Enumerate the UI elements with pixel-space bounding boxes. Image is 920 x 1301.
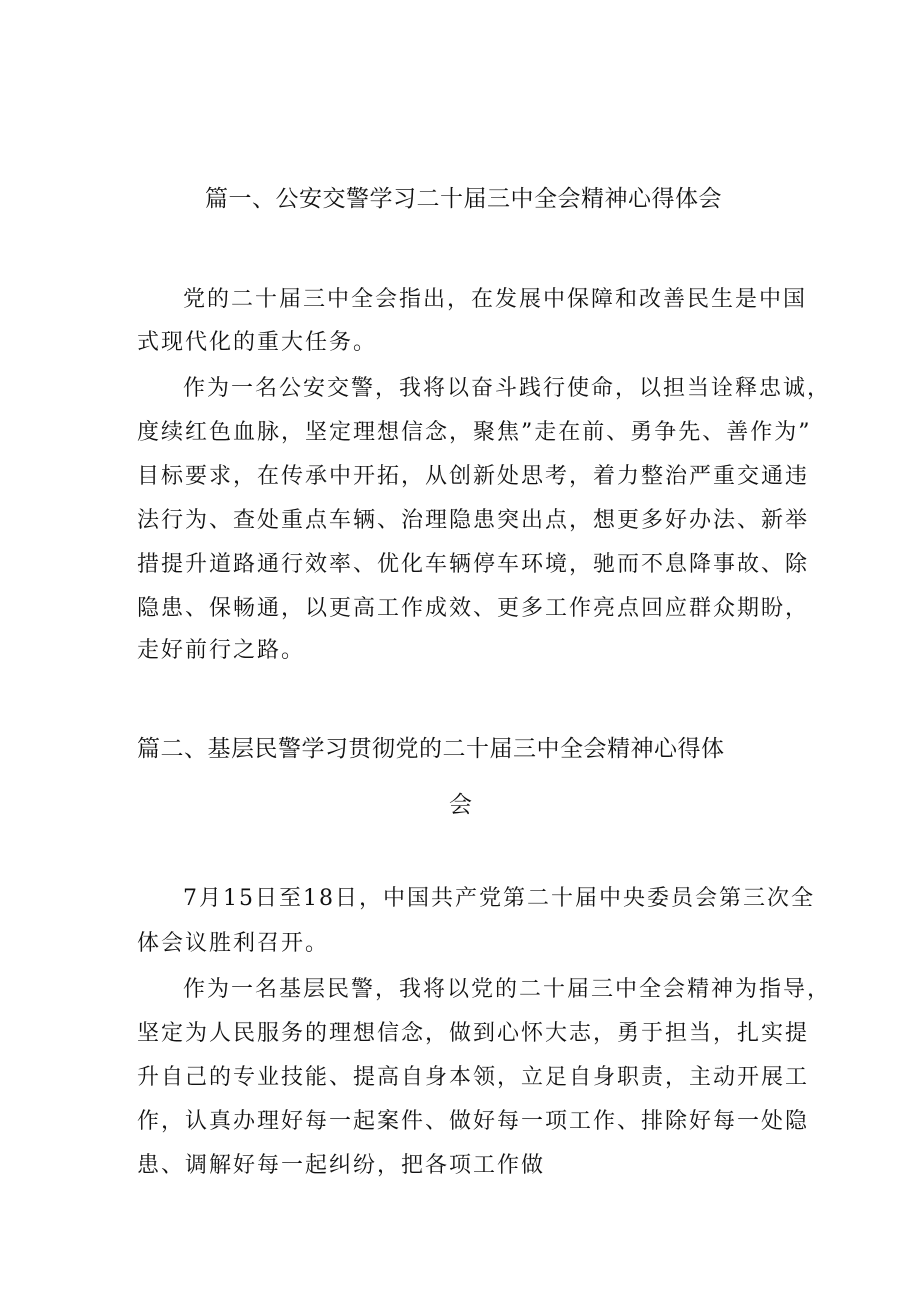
section-1-p1-line2: 式现代化的重大任务。 [137, 330, 378, 355]
section-1-p2-line4: 法行为、查处重点车辆、治理隐患突出点，想更多好办法、新举 [137, 508, 810, 533]
section-2-p2-line2: 坚定为人民服务的理想信念，做到心怀大志，勇于担当，扎实提 [137, 1021, 810, 1046]
section-1-p2-line7: 走好前行之路。 [137, 638, 306, 663]
section-2-title-line1: 篇二、基层民警学习贯彻党的二十届三中全会精神心得体 [137, 736, 725, 762]
section-1-p2-line6: 隐患、保畅通，以更高工作成效、更多工作亮点回应群众期盼， [137, 596, 810, 621]
section-2-p2-line1: 作为一名基层民警，我将以党的二十届三中全会精神为指导， [183, 977, 832, 1002]
section-2-p2-line5: 患、调解好每一起纠纷，把各项工作做 [137, 1153, 546, 1178]
section-2-p2-line3: 升自己的专业技能、提高自身本领，立足自身职责，主动开展工 [137, 1065, 810, 1090]
section-1-p2-line1: 作为一名公安交警，我将以奋斗践行使命，以担当诠释忠诚， [183, 376, 832, 401]
section-1-p2-line5: 措提升道路通行效率、优化车辆停车环境，驰而不息降事故、除 [137, 552, 810, 577]
section-1-p2-line3: 目标要求，在传承中开拓，从创新处思考，着力整治严重交通违 [137, 464, 810, 489]
section-2-p1-line1: 7月15日至18日，中国共产党第二十届中央委员会第三次全 [183, 886, 815, 911]
section-1-p1-line1: 党的二十届三中全会指出，在发展中保障和改善民生是中国 [183, 287, 808, 312]
section-2-title-line2: 会 [449, 792, 473, 818]
section-1-title: 篇一、公安交警学习二十届三中全会精神心得体会 [205, 186, 722, 212]
section-1-p2-line2: 度续红色血脉，坚定理想信念，聚焦”走在前、勇争先、善作为” [137, 420, 812, 445]
section-2-p2-line4: 作，认真办理好每一起案件、做好每一项工作、排除好每一处隐 [137, 1109, 810, 1134]
section-2-p1-line2: 体会议胜利召开。 [137, 931, 330, 956]
